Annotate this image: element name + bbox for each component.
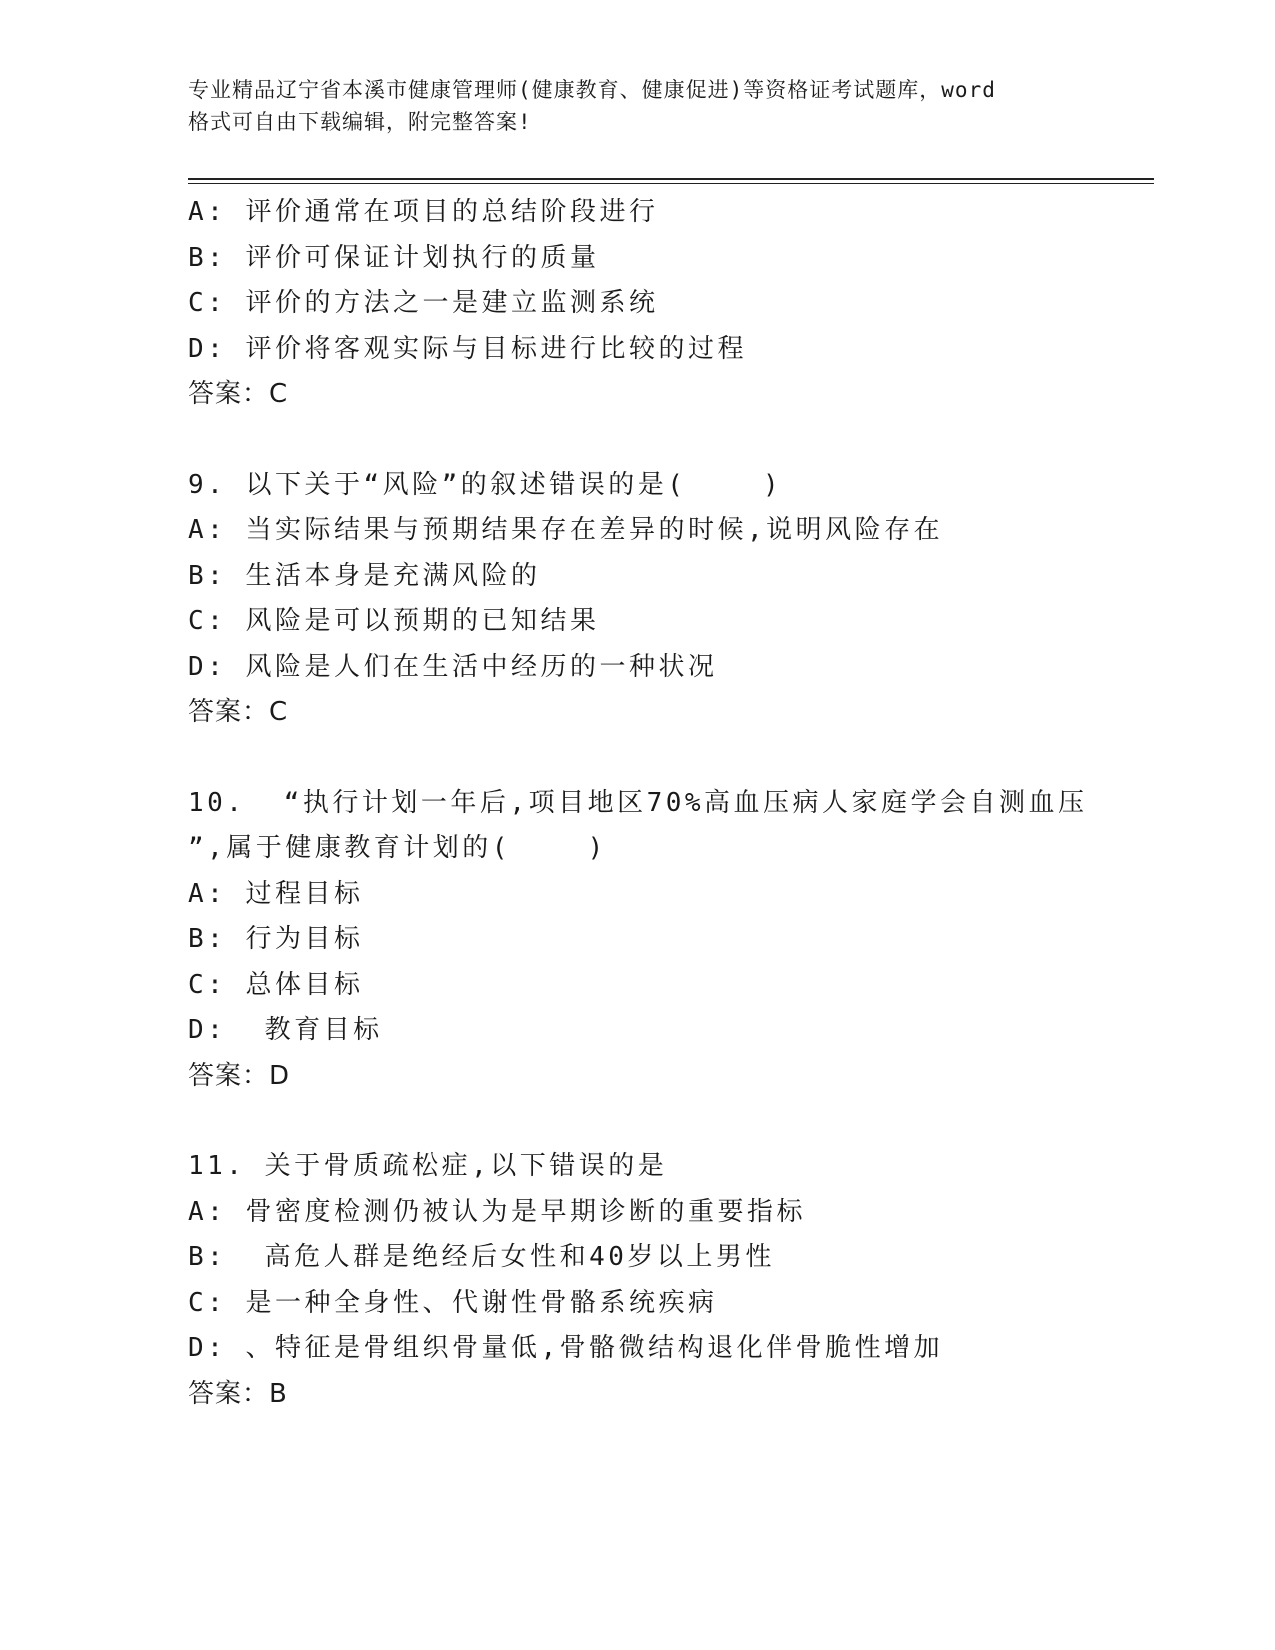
q10-question-line1: 10. “执行计划一年后,项目地区70%高血压病人家庭学会自测血压 — [188, 787, 1088, 818]
q8-option-b: B: 评价可保证计划执行的质量 — [188, 242, 600, 273]
spacer — [188, 736, 1148, 781]
q8-option-c: C: 评价的方法之一是建立监测系统 — [188, 288, 659, 318]
q8-option-a: A: 评价通常在项目的总结阶段进行 — [188, 197, 659, 227]
q9-option-d: D: 风险是人们在生活中经历的一种状况 — [188, 651, 718, 682]
q10-option-d: D: 教育目标 — [188, 1015, 383, 1045]
q8-option-d: D: 评价将客观实际与目标进行比较的过程 — [188, 333, 747, 364]
question-9-block — [188, 463, 1148, 736]
q10-question-line2: ”,属于健康教育计划的( ) — [188, 833, 607, 863]
q11-option-b: B: 高危人群是绝经后女性和40岁以上男性 — [188, 1242, 775, 1272]
q11-option-c: C: 是一种全身性、代谢性骨骼系统疾病 — [188, 1287, 718, 1318]
q9-option-b: B: 生活本身是充满风险的 — [188, 560, 541, 591]
question-10-block — [188, 781, 1148, 1100]
q9-question: 9. 以下关于“风险”的叙述错误的是( ) — [188, 469, 783, 500]
q11-option-d: D: 、特征是骨组织骨量低,骨骼微结构退化伴骨脆性增加 — [188, 1333, 944, 1363]
question-8-block — [188, 190, 1148, 418]
q11-question: 11. 关于骨质疏松症,以下错误的是 — [188, 1151, 668, 1181]
q9-option-a: A: 当实际结果与预期结果存在差异的时候,说明风险存在 — [188, 515, 944, 545]
q9-option-c: C: 风险是可以预期的已知结果 — [188, 606, 600, 636]
q10-answer: 答案：D — [188, 1060, 291, 1091]
header-divider-thin — [188, 183, 1154, 184]
q11-option-a: A: 骨密度检测仍被认为是早期诊断的重要指标 — [188, 1196, 806, 1227]
question-list — [188, 190, 1148, 1417]
q11-answer: 答案：B — [188, 1378, 288, 1409]
q8-answer: 答案：C — [188, 379, 289, 409]
q10-option-a: A: 过程目标 — [188, 878, 364, 909]
q10-option-b: B: 行为目标 — [188, 924, 364, 954]
document-header-note: 专业精品辽宁省本溪市健康管理师(健康教育、健康促进)等资格证考试题库，word 格式可自由下载编辑，附完整答案! — [188, 78, 996, 134]
q10-option-c: C: 总体目标 — [188, 969, 364, 1000]
question-11-block — [188, 1144, 1148, 1417]
spacer — [188, 418, 1148, 463]
header-divider-thick — [188, 178, 1154, 180]
spacer — [188, 1099, 1148, 1144]
q9-answer: 答案：C — [188, 697, 289, 727]
